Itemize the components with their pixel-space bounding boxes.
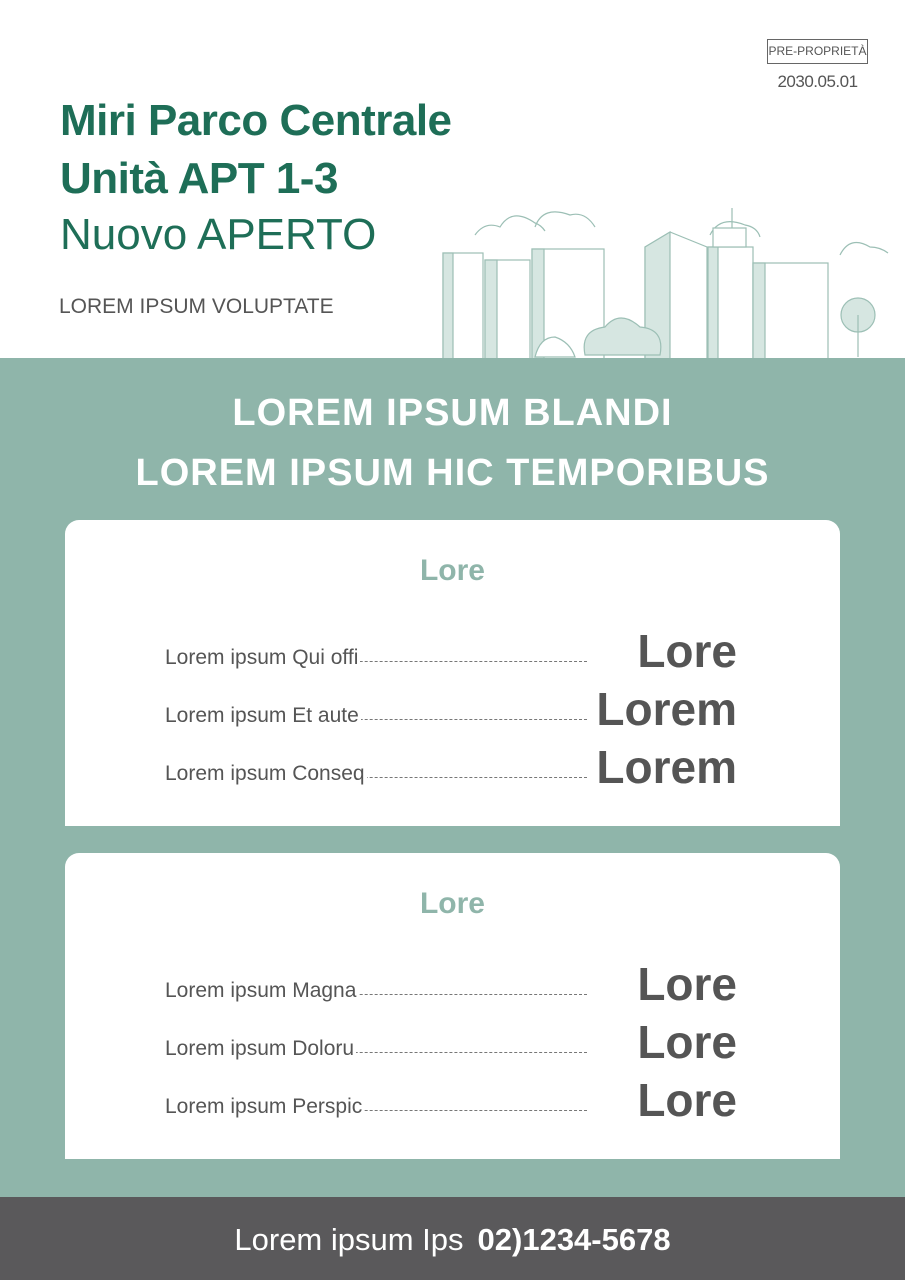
title-line-2: Unità APT 1-3 [60,154,338,203]
headline-line-2: LOREM IPSUM HIC TEMPORIBUS [135,452,770,494]
list-item [165,683,737,736]
item-label: Lorem ipsum Conseq [165,762,365,785]
card-title: Lore [419,554,485,587]
item-value: Lore [629,1015,737,1069]
city-skyline-illustration [440,205,890,360]
list-item [165,1074,737,1127]
item-label: Lorem ipsum Qui offi [165,646,359,669]
item-value: Lorem [588,682,737,736]
item-label: Lorem ipsum Et aute [165,704,359,727]
info-card-2 [65,853,840,1159]
item-label: Lorem ipsum Doloru [165,1037,355,1060]
footer-phone: 02)1234-5678 [477,1222,671,1257]
item-value: Lore [629,957,737,1011]
list-item [165,958,737,1011]
title-line-1: Miri Parco Centrale [60,96,452,145]
item-value: Lore [629,624,737,678]
subtitle: LOREM IPSUM VOLUPTATE [59,295,334,318]
item-label: Lorem ipsum Magna [165,979,357,1002]
list-item [165,625,737,678]
date: 2030.05.01 [777,72,858,91]
item-value: Lore [629,1073,737,1127]
headline-line-1: LOREM IPSUM BLANDI [232,392,673,434]
item-value: Lorem [588,740,737,794]
footer [0,1197,905,1280]
title-line-3: Nuovo APERTO [60,210,377,259]
pre-property-badge: PRE-PROPRIETÀ [767,39,868,64]
footer-label: Lorem ipsum Ips [234,1222,464,1257]
info-card-1 [65,520,840,826]
list-item [165,1016,737,1069]
card-title: Lore [419,887,485,920]
list-item [165,741,737,794]
item-label: Lorem ipsum Perspic [165,1095,363,1118]
